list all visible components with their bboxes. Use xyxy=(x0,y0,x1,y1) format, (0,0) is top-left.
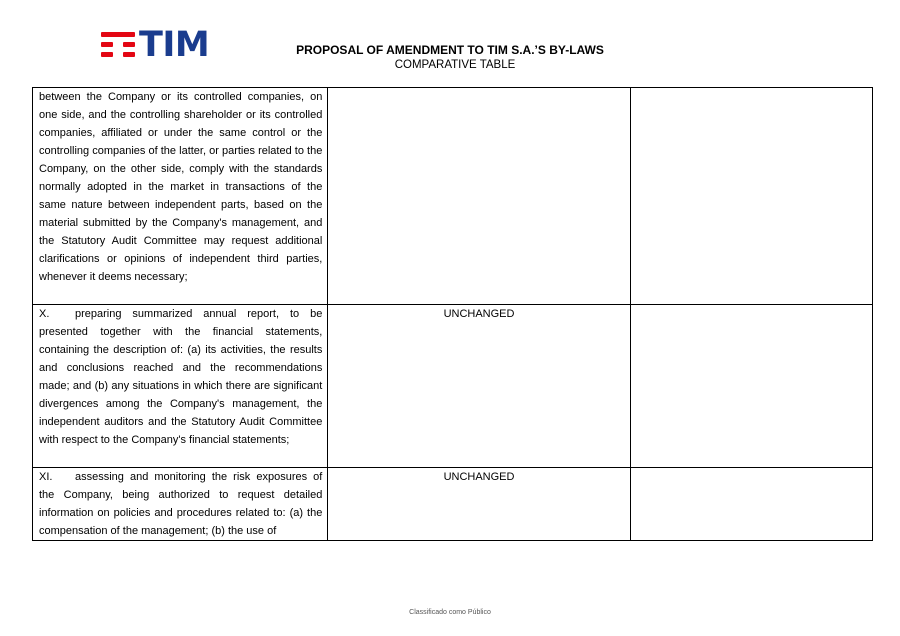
proposed-text-cell xyxy=(328,88,630,305)
justification-cell xyxy=(630,468,872,541)
proposed-text-cell xyxy=(328,305,630,468)
clause-number: X. xyxy=(39,308,50,320)
classification-footer: Classificado como Público xyxy=(409,609,491,616)
justification-cell xyxy=(630,88,872,305)
clause-text: preparing summarized annual report, to be presented together with the financial statements, containing the description of: (a) its activities, the results and conclusions reached and the recommendations made; and (b) any situations in which there are significant divergences among the Company's management, the independent auditors and the Statutory Audit Committee with respect to the Company's financial statements; xyxy=(39,308,323,446)
table-row xyxy=(33,88,873,305)
tim-logo-text: TIM xyxy=(139,25,210,65)
clause-text: assessing and monitoring the risk exposures of the Company, being authorized to request detailed information on policies and procedures related to: (a) the compensation of the management; (b) the use of xyxy=(39,471,323,537)
table-row xyxy=(33,305,873,468)
unchanged-label: UNCHANGED xyxy=(443,308,515,320)
unchanged-label: UNCHANGED xyxy=(443,471,515,483)
clause-text: between the Company or its controlled companies, on one side, and the controlling shareholder or its controlled companies, affiliated or under the same control or the controlling companies of the latter, or parties related to the Company, on the other side, comply with the standards normally adopted in the market in transactions of the same nature between independent parts, based on the material submitted by the Company's management, and the Statutory Audit Committee may request additional clarifications or opinions of independent third parties, whenever it deems necessary; xyxy=(39,91,323,283)
proposed-text-cell xyxy=(328,468,630,541)
table-row xyxy=(33,468,873,541)
document-title: PROPOSAL OF AMENDMENT TO TIM S.A.’S BY-LAWS xyxy=(296,43,604,57)
tim-logo-mark-icon xyxy=(101,30,135,60)
comparative-table xyxy=(32,87,873,541)
current-text-cell xyxy=(33,88,328,305)
justification-cell xyxy=(630,305,872,468)
document-subtitle: COMPARATIVE TABLE xyxy=(394,59,516,71)
clause-number: XI. xyxy=(39,471,53,483)
current-text-cell xyxy=(33,468,328,541)
current-text-cell xyxy=(33,305,328,468)
tim-logo xyxy=(101,25,210,65)
